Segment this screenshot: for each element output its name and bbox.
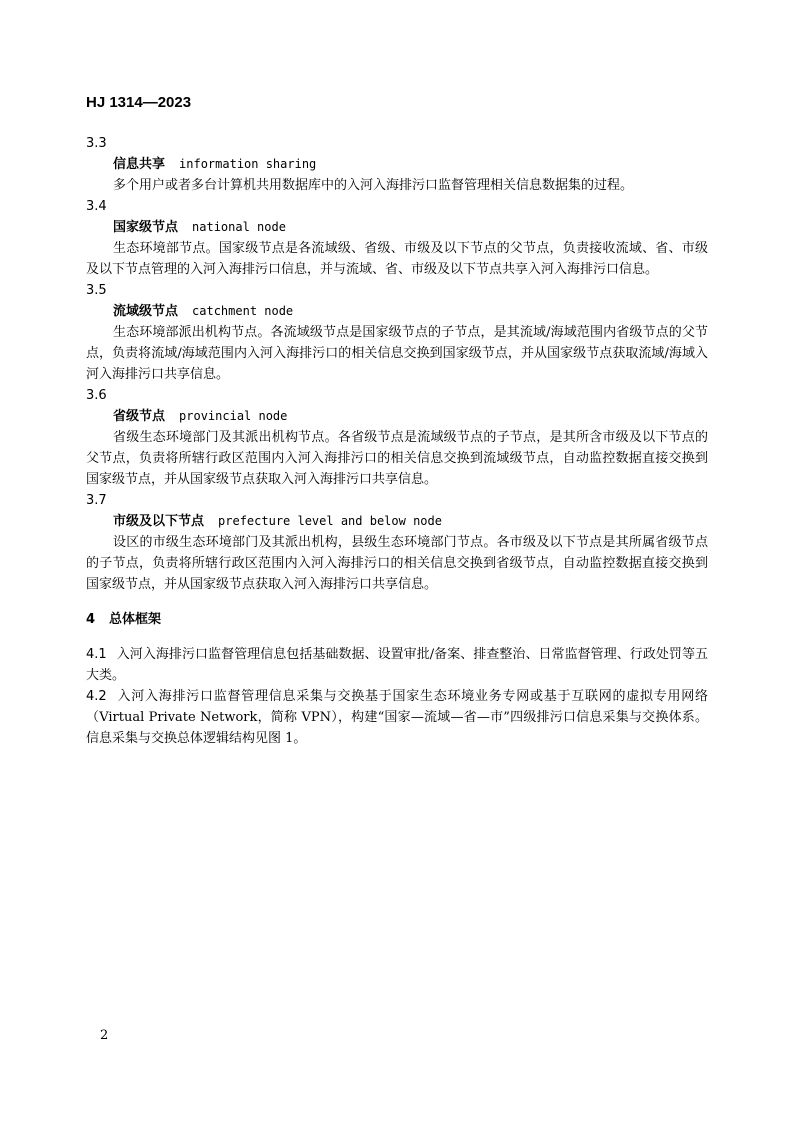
paragraph-text: 入河入海排污口监督管理信息包括基础数据、设置审批/备案、排查整治、日常监督管理、行政处罚等五大类。 [86, 647, 708, 683]
term-definition: 生态环境部派出机构节点。各流域级节点是国家级节点的子节点，是其流域/海域范围内省级节点的父节点，负责将流域/海域范围内入河入海排污口的相关信息交换到国家级节点，并从国家级节点获取流域/海域入河入海排污口共享信息。 [86, 325, 708, 382]
term-english: provincial node [179, 409, 288, 423]
term-title [86, 154, 708, 175]
term-title [86, 217, 708, 238]
term-number: 3.5 [86, 283, 107, 298]
term-definition: 设区的市级生态环境部门及其派出机构，县级生态环境部门节点。各市级及以下节点是其所属省级节点的子节点，负责将所辖行政区范围内入河入海排污口的相关信息交换到省级节点，自动监控数据直接交换到国家级节点，并从国家级节点获取入河入海排污口共享信息。 [86, 535, 708, 592]
term-chinese: 信息共享 [113, 157, 166, 172]
page-number: 2 [100, 1028, 109, 1043]
section-title: 总体框架 [109, 612, 162, 627]
term-definition: 多个用户或者多台计算机共用数据库中的入河入海排污口监督管理相关信息数据集的过程。 [113, 178, 634, 193]
term-number: 3.6 [86, 388, 107, 403]
section-number: 4 [86, 612, 96, 627]
term-entry-3-7 [86, 490, 708, 595]
term-english: national node [192, 220, 286, 234]
term-entry-3-4 [86, 196, 708, 280]
term-title [86, 406, 708, 427]
term-chinese: 国家级节点 [113, 220, 179, 235]
term-english: prefecture level and below node [218, 514, 442, 528]
term-entry-3-3 [86, 133, 708, 196]
paragraph-4-1 [86, 644, 708, 686]
term-english: catchment node [192, 304, 294, 318]
term-number: 3.3 [86, 136, 107, 151]
term-number: 3.4 [86, 199, 107, 214]
term-definition: 生态环境部节点。国家级节点是各流域级、省级、市级及以下节点的父节点，负责接收流域、省、市级及以下节点管理的入河入海排污口信息，并与流域、省、市级及以下节点共享入河入海排污口信息。 [86, 241, 708, 277]
term-title [86, 511, 708, 532]
term-chinese: 省级节点 [113, 409, 166, 424]
term-title [86, 301, 708, 322]
term-number: 3.7 [86, 493, 107, 508]
term-entry-3-5 [86, 280, 708, 385]
paragraph-text: 入河入海排污口监督管理信息采集与交换基于国家生态环境业务专网或基于互联网的虚拟专用网络（Virtual Private Network，简称 VPN），构建“国家—流域—省—市”四级排污口信息采集与交换体系。信息采集与交换总体逻辑结构见图 1。 [86, 689, 708, 746]
section-heading-4 [86, 609, 708, 630]
term-english: information sharing [179, 157, 317, 171]
term-entry-3-6 [86, 385, 708, 490]
paragraph-number: 4.2 [86, 689, 107, 704]
paragraph-4-2 [86, 686, 708, 749]
document-body [86, 133, 708, 749]
term-chinese: 市级及以下节点 [113, 514, 205, 529]
term-definition: 省级生态环境部门及其派出机构节点。各省级节点是流域级节点的子节点，是其所含市级及以下节点的父节点，负责将所辖行政区范围内入河入海排污口的相关信息交换到流域级节点，自动监控数据直接交换到国家级节点，并从国家级节点获取入河入海排污口共享信息。 [86, 430, 708, 487]
term-chinese: 流域级节点 [113, 304, 179, 319]
document-code-header: HJ 1314—2023 [86, 94, 192, 111]
paragraph-number: 4.1 [86, 647, 107, 662]
